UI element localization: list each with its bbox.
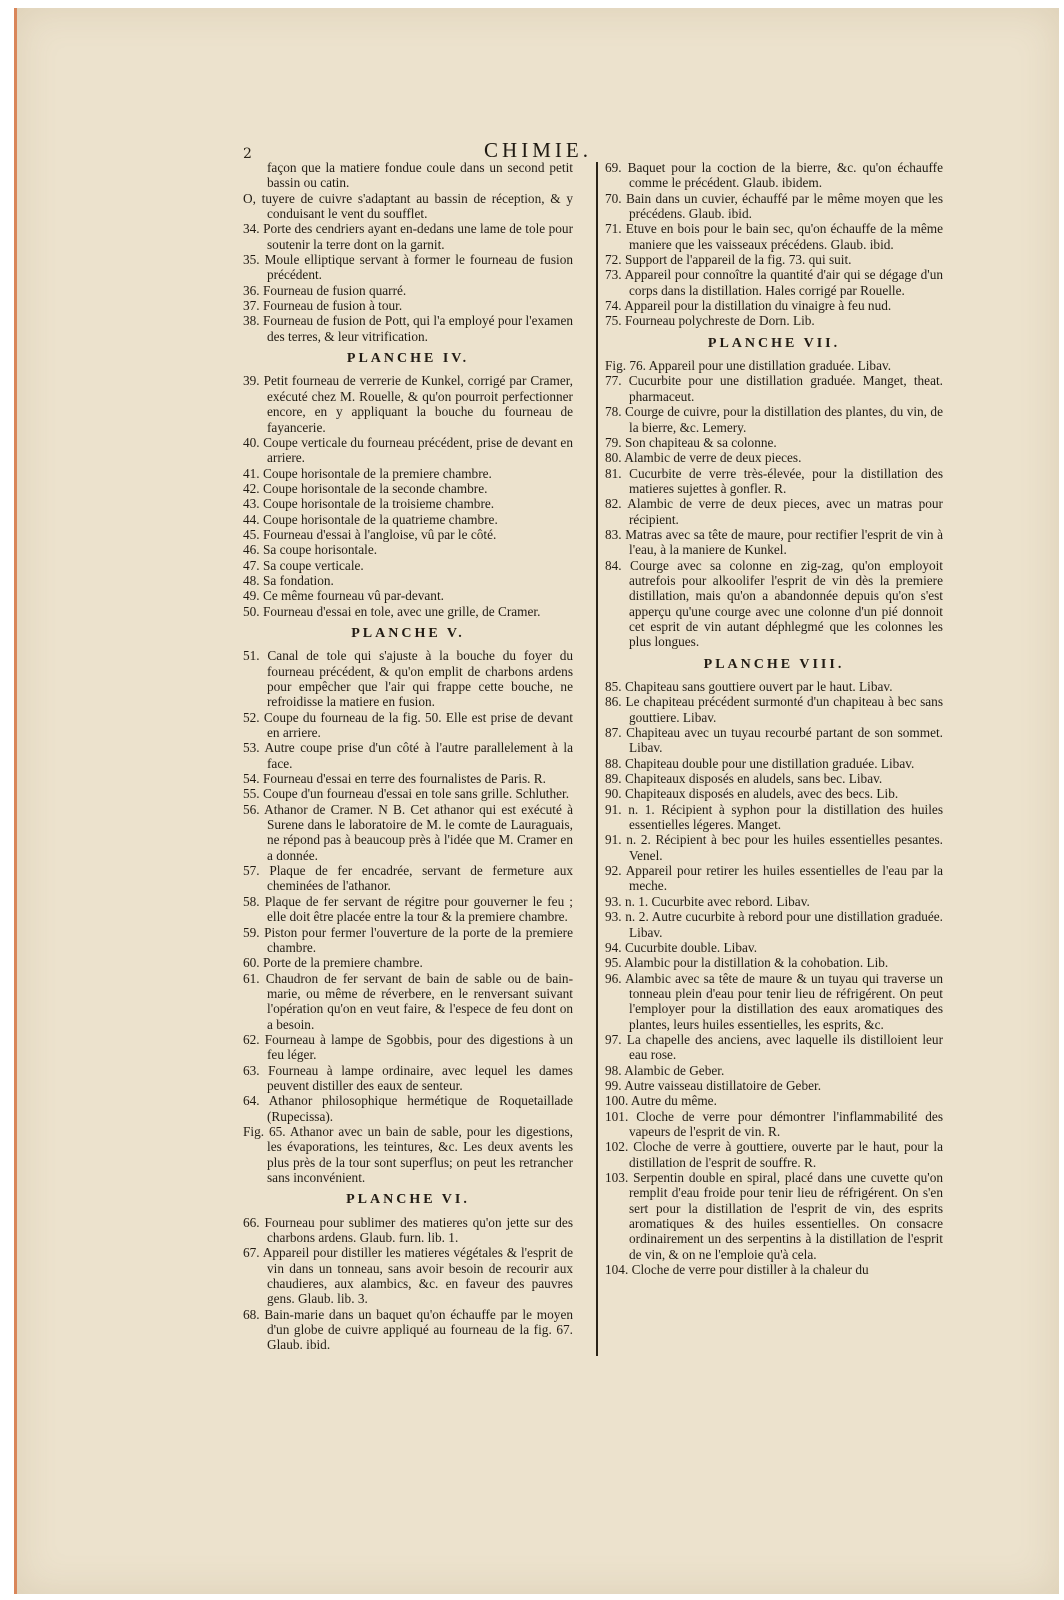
figure-number: 60. <box>243 955 260 971</box>
figure-entry <box>243 604 573 619</box>
figure-number: 78. <box>605 404 622 420</box>
entry-text: Serpentin double en spiral, placé dans une cuvette qu'on remplit d'eau froide pour tenir lieu de réfrigérent. On s'en sert pour la distillation de l'esprit de vin, des esprits aromatiques & des huiles essentielles. On consacre ordinairement un des serpentins à la distillation de l'esprit de vin, & on ne l'emploie qu'à cela. <box>629 1170 943 1262</box>
entry-text: Ce même fourneau vû par-devant. <box>262 588 444 604</box>
figure-number: 46. <box>243 542 260 558</box>
entry-text: Son chapiteau & sa colonne. <box>624 434 777 450</box>
figure-entry <box>243 558 573 573</box>
figure-entry <box>605 802 943 833</box>
entry-text: Alambic pour la distillation & la cohobation. Lib. <box>624 955 889 971</box>
entry-text: Cloche de verre pour démontrer l'inflammabilité des vapeurs de l'esprit de vin. R. <box>629 1108 943 1139</box>
entry-text: Athanor philosophique hermétique de Roquetaillade (Rupecissa). <box>267 1093 573 1124</box>
figure-entry <box>605 191 943 222</box>
figure-entry <box>605 1032 943 1063</box>
figure-entry <box>243 1124 573 1185</box>
entry-text: Fourneau polychreste de Dorn. Lib. <box>624 313 815 329</box>
figure-number: 38. <box>243 313 260 329</box>
entry-text: Support de l'appareil de la fig. 73. qui suit. <box>624 252 852 268</box>
figure-number: O, <box>243 190 256 206</box>
figure-number: 89. <box>605 771 622 787</box>
entry-text: Petit fourneau de verrerie de Kunkel, corrigé par Cramer, exécuté chez M. Rouelle, & qu'on pourroit perfectionner encore, en y appliquant la bouche du fourneau de fayancerie. <box>263 373 573 435</box>
figure-number: 94. <box>605 939 622 955</box>
figure-number: 74. <box>605 298 622 314</box>
figure-entry <box>605 771 943 786</box>
entry-text: n. 1. Récipient à syphon pour la distillation des huiles essentielles légeres. Manget. <box>628 801 943 833</box>
figure-entry <box>243 191 573 222</box>
figure-entry <box>605 221 943 252</box>
figure-number: 61. <box>243 970 260 986</box>
figure-number: 42. <box>243 480 260 496</box>
figure-entry <box>243 252 573 283</box>
entry-text: Fourneau pour sublimer des matieres qu'on jette sur des charbons ardens. Glaub. furn. lib. 1. <box>264 1214 574 1246</box>
figure-entry <box>605 160 943 191</box>
entry-text: Appareil pour distiller les matieres végétales & l'esprit de vin dans un tonneau, sans avoir besoin de recourir aux chaudieres, aux alambics, &c. en faveur des pauvres gens. Glaub. lib. 3. <box>262 1245 573 1307</box>
entry-text: Porte de la premiere chambre. <box>262 955 423 971</box>
figure-entry <box>243 496 573 511</box>
figure-entry <box>243 1245 573 1306</box>
entry-text: Sa coupe horisontale. <box>262 542 378 558</box>
entry-text: Autre vaisseau distillatoire de Geber. <box>624 1077 822 1093</box>
entry-text: Chapiteaux disposés en aludels, avec des becs. Lib. <box>624 786 899 802</box>
figure-entry <box>243 313 573 344</box>
entry-text: Coupe horisontale de la troisieme chambre. <box>262 496 495 512</box>
figure-number: 92. <box>605 863 622 879</box>
entry-text: Fourneau de fusion quarré. <box>262 282 407 298</box>
figure-entry <box>605 1109 943 1140</box>
figure-number: 39. <box>243 373 260 389</box>
entry-text: tuyere de cuivre s'adaptant au bassin de réception, & y conduisant le vent du soufflet. <box>261 190 573 222</box>
figure-number: 56. <box>243 801 260 817</box>
entry-text: Coupe horisontale de la quatrieme chambre. <box>262 511 498 527</box>
figure-number: 67. <box>243 1245 260 1261</box>
figure-entry <box>605 267 943 298</box>
figure-number: 101. <box>605 1108 629 1124</box>
figure-entry <box>605 756 943 771</box>
figure-entry <box>243 481 573 496</box>
entry-text: Alambic de Geber. <box>624 1062 725 1078</box>
figure-entry <box>605 496 943 527</box>
figure-number: 59. <box>243 924 260 940</box>
figure-entry <box>605 527 943 558</box>
entry-text: Plaque de fer servant de régitre pour gouverner le feu ; elle doit être placée entre la tour & la premiere chambre. <box>264 893 573 925</box>
entry-text: Cucurbite pour une distillation graduée. Manget, theat. pharmaceut. <box>628 373 943 404</box>
figure-number: 91. <box>605 801 622 817</box>
figure-number: 57. <box>243 863 260 879</box>
entry-text: Fourneau à lampe ordinaire, avec lequel les dames peuvent distiller des eaux de senteur. <box>267 1062 573 1093</box>
figure-entry <box>243 740 573 771</box>
entry-text: Autre du même. <box>630 1093 717 1109</box>
entry-text: Cucurbite double. Libav. <box>624 939 758 955</box>
figure-number: 91. <box>605 832 622 848</box>
figure-entry <box>243 1063 573 1094</box>
column-divider <box>596 162 598 1356</box>
entry-text: Coupe verticale du fourneau précédent, prise de devant en arriere. <box>263 434 573 466</box>
figure-entry <box>243 894 573 925</box>
figure-entry <box>243 435 573 466</box>
figure-number: 69. <box>605 160 622 175</box>
entry-text: Fourneau de fusion de Pott, qui l'a employé pour l'examen des terres, & leur vitrification. <box>262 313 573 344</box>
figure-number: 98. <box>605 1062 622 1078</box>
figure-entry <box>605 450 943 465</box>
plate-heading: PLANCHE VI. <box>346 1192 470 1208</box>
figure-entry <box>605 466 943 497</box>
entry-continuation <box>243 160 573 191</box>
figure-entry <box>243 710 573 741</box>
figure-number: 34. <box>243 221 260 237</box>
entry-text: Appareil pour connoître la quantité d'air qui se dégage d'un corps dans la distillation. Hales corrigé par Rouelle. <box>624 267 943 298</box>
plate-heading: PLANCHE VII. <box>707 335 841 351</box>
figure-entry <box>243 771 573 786</box>
entry-text: Piston pour fermer l'ouverture de la porte de la premiere chambre. <box>264 924 574 955</box>
figure-entry <box>605 679 943 694</box>
entry-text: Bain-marie dans un baquet qu'on échauffe par le moyen d'un globe de cuivre appliqué au fourneau de la fig. 67. Glaub. ibid. <box>264 1306 573 1353</box>
figure-number: 64. <box>243 1093 260 1109</box>
entry-text: Coupe d'un fourneau d'essai en tole sans grille. Schluther. <box>262 786 570 802</box>
entry-text: Matras avec sa tête de maure, pour rectifier l'esprit de vin à l'eau, à la maniere de Kunkel. <box>625 526 944 558</box>
entry-text: Fourneau à lampe de Sgobbis, pour des digestions à un feu léger. <box>264 1031 573 1063</box>
entry-text: Porte des cendriers ayant en-dedans une lame de tole pour soutenir la terre dont on la garnit. <box>263 221 573 252</box>
figure-number: 84. <box>605 557 622 573</box>
figure-number: 48. <box>243 572 260 588</box>
figure-entry <box>243 863 573 894</box>
figure-entry <box>243 542 573 557</box>
page-title: CHIMIE. <box>484 138 592 162</box>
entry-text: Cloche de verre à gouttiere, ouverte par le haut, pour la distillation de l'esprit de souffre. R. <box>629 1139 943 1170</box>
figure-number: 66. <box>243 1214 260 1230</box>
entry-text: Coupe du fourneau de la fig. 50. Elle est prise de devant en arriere. <box>263 709 573 741</box>
figure-number: 70. <box>605 190 622 206</box>
entry-text: Le chapiteau précédent surmonté d'un chapiteau à bec sans gouttiere. Libav. <box>625 694 943 725</box>
figure-number: 93. <box>605 893 622 909</box>
figure-entry <box>605 1063 943 1078</box>
figure-entry <box>605 940 943 955</box>
figure-entry <box>605 435 943 450</box>
entry-text: Appareil pour la distillation du vinaigre à feu nud. <box>624 298 892 314</box>
page-number: 2 <box>243 146 252 162</box>
figure-number: 47. <box>243 557 260 573</box>
entry-text: n. 2. Récipient à bec pour les huiles essentielles pesantes. Venel. <box>626 832 943 863</box>
entry-text: Sa coupe verticale. <box>262 557 364 573</box>
entry-text: Fourneau d'essai en terre des fournalistes de Paris. R. <box>262 771 546 787</box>
entry-text: Chaudron de fer servant de bain de sable ou de bain-marie, ou même de réverbere, en le renversant suivant l'opération qu'on en veut faire, & l'espece de feu dont on a besoin. <box>265 970 574 1032</box>
figure-entry <box>243 648 573 709</box>
figure-entry <box>605 832 943 863</box>
figure-number: 43. <box>243 496 260 512</box>
figure-number: 99. <box>605 1077 622 1093</box>
figure-entry <box>605 404 943 435</box>
entry-text: Chapiteaux disposés en aludels, sans bec. Libav. <box>624 771 883 787</box>
figure-number: 83. <box>605 526 622 542</box>
figure-number: 52. <box>243 709 260 725</box>
entry-text: Alambic de verre de deux pieces. <box>624 450 802 466</box>
figure-entry <box>605 358 943 373</box>
figure-entry <box>243 1093 573 1124</box>
entry-text: Fourneau de fusion à tour. <box>262 298 403 314</box>
paper-sheet <box>14 8 1059 1594</box>
figure-entry <box>243 588 573 603</box>
figure-number: 85. <box>605 679 622 694</box>
figure-number: 77. <box>605 373 622 389</box>
figure-number: 40. <box>243 434 260 450</box>
entry-text: Athanor avec un bain de sable, pour les digestions, les évaporations, les teintures, &c. Les deux avents les plus près de la tour sont superflus; on peut les retrancher sans inconvénient. <box>267 1123 573 1185</box>
figure-entry <box>243 298 573 313</box>
figure-number: 41. <box>243 465 260 481</box>
entry-text: Etuve en bois pour le bain sec, qu'on échauffe de la même maniere que les vaisseaux précédens. Glaub. ibid. <box>625 221 944 252</box>
entry-text: Alambic de verre de deux pieces, avec un matras pour récipient. <box>627 496 943 527</box>
figure-number: 82. <box>605 496 622 512</box>
figure-number: 90. <box>605 786 622 802</box>
entry-text: n. 1. Cucurbite avec rebord. Libav. <box>624 893 810 909</box>
figure-number: 72. <box>605 252 622 268</box>
figure-number: 73. <box>605 267 622 283</box>
figure-number: Fig. 76. <box>605 358 647 374</box>
entry-text: Cucurbite de verre très-élevée, pour la distillation des matieres sujettes à gonfler. R. <box>629 465 943 496</box>
figure-number: 36. <box>243 282 260 298</box>
entry-text: Fourneau d'essai à l'angloise, vû par le côté. <box>262 526 497 542</box>
figure-entry <box>605 1139 943 1170</box>
figure-number: 37. <box>243 298 260 314</box>
plate-heading: PLANCHE V. <box>351 625 465 641</box>
entry-text: Appareil pour retirer les huiles essentielles de l'eau par la meche. <box>625 863 944 894</box>
plate-heading: PLANCHE VIII. <box>703 656 845 672</box>
figure-entry <box>605 1093 943 1108</box>
entry-text: Chapiteau avec un tuyau recourbé partant de son sommet. Libav. <box>626 725 943 756</box>
figure-number: 81. <box>605 465 622 481</box>
figure-number: 68. <box>243 1306 260 1322</box>
entry-text: Fourneau d'essai en tole, avec une grille, de Cramer. <box>262 603 541 619</box>
figure-number: 86. <box>605 694 622 710</box>
figure-number: 62. <box>243 1031 260 1047</box>
entry-text: La chapelle des anciens, avec laquelle ils distilloient leur eau rose. <box>626 1031 944 1063</box>
figure-number: 55. <box>243 786 260 802</box>
figure-number: 95. <box>605 955 622 971</box>
entry-text: Baquet pour la coction de la bierre, &c. qu'on échauffe comme le précédent. Glaub. ibidem. <box>627 160 943 191</box>
figure-number: 96. <box>605 970 622 986</box>
figure-entry <box>243 802 573 863</box>
left-column <box>243 160 573 1353</box>
figure-number: 102. <box>605 1139 629 1155</box>
figure-entry <box>605 863 943 894</box>
entry-text: Athanor de Cramer. N B. Cet athanor qui est exécuté à Surene dans le laboratoire de M. le comte de Lauraguais, ne répond pas à beaucoup près à l'idée que M. Cramer en a donnée. <box>264 801 573 863</box>
figure-number: 71. <box>605 221 622 237</box>
figure-entry <box>605 1262 943 1277</box>
figure-number: 45. <box>243 526 260 542</box>
entry-text: Courge avec sa colonne en zig-zag, qu'on employoit autrefois pour alkoolifer l'esprit de vin dès la premiere distillation, mais qu'on a abandonnée depuis qu'on s'est apperçu qu'une courge avec une colonne d'un pié donnoit cet esprit de vin autant déphlegmé que les colonnes les plus longues. <box>629 557 944 650</box>
figure-entry <box>243 283 573 298</box>
figure-number: 63. <box>243 1062 260 1078</box>
figure-entry <box>605 558 943 650</box>
figure-entry <box>243 786 573 801</box>
entry-text: Canal de tole qui s'ajuste à la bouche du foyer du fourneau précédent, & qu'on emplit de charbons ardens pour empêcher que l'air qui frappe cette bouche, ne refroidisse la matiere en fusion. <box>267 648 573 710</box>
plate-heading: PLANCHE IV. <box>346 351 470 367</box>
figure-entry <box>605 909 943 940</box>
figure-entry <box>243 373 573 434</box>
figure-entry <box>243 512 573 527</box>
figure-number: 93. <box>605 909 622 925</box>
figure-number: 104. <box>605 1262 629 1278</box>
figure-entry <box>243 1032 573 1063</box>
figure-number: 51. <box>243 648 260 664</box>
figure-number: 54. <box>243 771 260 787</box>
figure-number: Fig. 65. <box>243 1123 286 1139</box>
entry-text: Alambic avec sa tête de maure & un tuyau qui traverse un tonneau plein d'eau pour tenir lieu de réfrigérent. On peut l'employer pour la distillation des eaux aromatiques des plantes, leurs huiles essentielles, les esprits, &c. <box>625 970 943 1032</box>
figure-entry <box>605 373 943 404</box>
figure-entry <box>605 786 943 801</box>
figure-entry <box>605 955 943 970</box>
entry-text: Autre coupe prise d'un côté à l'autre parallelement à la face. <box>264 740 574 771</box>
figure-number: 50. <box>243 603 260 619</box>
figure-number: 97. <box>605 1031 622 1047</box>
figure-entry <box>243 971 573 1032</box>
entry-text: Moule elliptique servant à former le fourneau de fusion précédent. <box>264 252 574 283</box>
figure-entry <box>605 252 943 267</box>
figure-entry <box>605 1170 943 1262</box>
figure-number: 35. <box>243 252 260 268</box>
figure-number: 58. <box>243 893 260 909</box>
right-column <box>605 160 943 1277</box>
figure-number: 103. <box>605 1170 629 1185</box>
figure-number: 100. <box>605 1093 629 1109</box>
entry-text: Coupe horisontale de la premiere chambre. <box>262 465 492 481</box>
entry-text: Courge de cuivre, pour la distillation des plantes, du vin, de la bierre, &c. Lemery. <box>625 404 943 435</box>
figure-entry <box>243 955 573 970</box>
entry-text: Sa fondation. <box>262 572 334 588</box>
entry-text: Plaque de fer encadrée, servant de fermeture aux cheminées de l'athanor. <box>267 863 573 894</box>
figure-entry <box>243 1215 573 1246</box>
figure-entry <box>243 466 573 481</box>
figure-entry <box>243 221 573 252</box>
entry-text: Chapiteau sans gouttiere ouvert par le haut. Libav. <box>624 679 893 694</box>
figure-entry <box>243 925 573 956</box>
entry-text: Bain dans un cuvier, échauffé par le même moyen que les précédens. Glaub. ibid. <box>625 190 943 222</box>
entry-text: Chapiteau double pour une distillation graduée. Libav. <box>624 755 915 771</box>
figure-number: 88. <box>605 755 622 771</box>
entry-text: façon que la matiere fondue coule dans un second petit bassin ou catin. <box>267 160 573 191</box>
figure-number: 79. <box>605 434 622 450</box>
figure-entry <box>243 1307 573 1353</box>
figure-entry <box>605 894 943 909</box>
figure-number: 53. <box>243 740 260 756</box>
figure-number: 80. <box>605 450 622 466</box>
figure-entry <box>243 527 573 542</box>
figure-entry <box>243 573 573 588</box>
figure-number: 87. <box>605 725 622 741</box>
figure-entry <box>605 971 943 1032</box>
entry-text: Cloche de verre pour distiller à la chaleur du <box>631 1262 869 1278</box>
figure-number: 44. <box>243 511 260 527</box>
figure-entry <box>605 1078 943 1093</box>
figure-entry <box>605 298 943 313</box>
entry-text: n. 2. Autre cucurbite à rebord pour une distillation graduée. Libav. <box>625 909 944 940</box>
figure-number: 49. <box>243 588 260 604</box>
figure-entry <box>605 313 943 328</box>
figure-number: 75. <box>605 313 622 329</box>
figure-entry <box>605 725 943 756</box>
entry-text: Appareil pour une distillation graduée. Libav. <box>648 358 892 374</box>
entry-text: Coupe horisontale de la seconde chambre. <box>262 480 488 496</box>
figure-entry <box>605 694 943 725</box>
